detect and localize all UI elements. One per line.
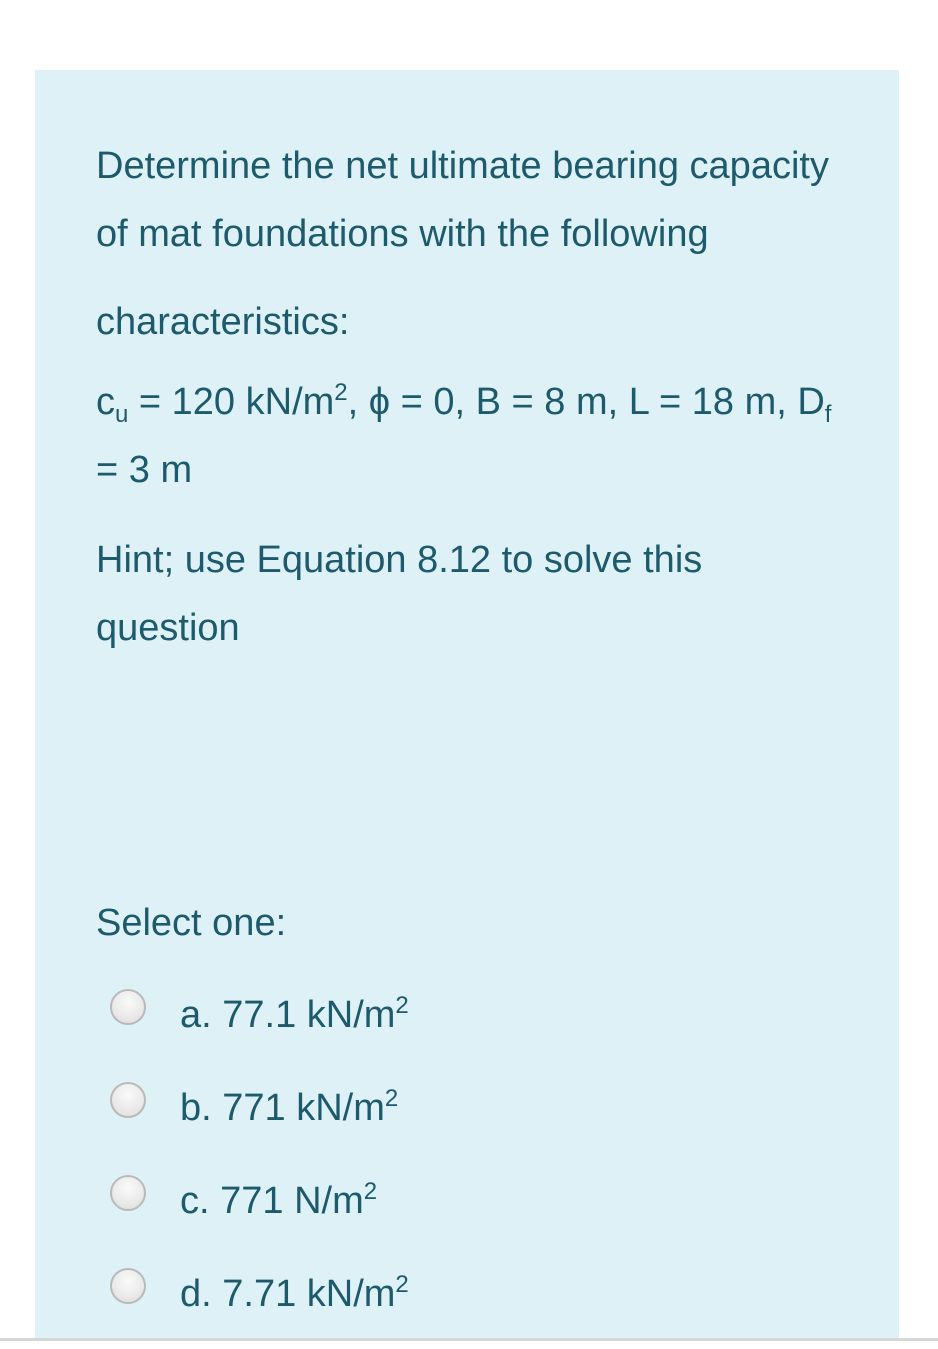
question-intro: Determine the net ultimate bearing capacity of mat foundations with the following: [96, 145, 829, 255]
option-b-text: b. 771 kN/m: [180, 1086, 385, 1129]
hint-text: Hint; use Equation 8.12 to solve this question: [96, 539, 703, 649]
cu-value: = 120 kN/m: [128, 381, 335, 423]
other-values: , ϕ = 0, B = 8 m, L = 18 m, D: [347, 381, 825, 423]
cu-subscript: u: [115, 401, 129, 428]
radio-button-a[interactable]: [110, 989, 146, 1025]
option-a-label[interactable]: [180, 990, 409, 1040]
option-d-label[interactable]: [180, 1269, 409, 1319]
option-d[interactable]: [110, 1247, 870, 1340]
option-b-label[interactable]: [180, 1083, 398, 1133]
answer-options: [110, 968, 870, 1340]
question-card: [35, 70, 899, 1338]
option-d-superscript: 2: [395, 1270, 409, 1298]
given-values: [96, 368, 856, 504]
question-text: [96, 132, 856, 662]
radio-button-d[interactable]: [110, 1268, 146, 1304]
option-c-text: c. 771 N/m: [180, 1179, 364, 1222]
option-c-label[interactable]: [180, 1176, 377, 1226]
df-value: = 3 m: [96, 449, 193, 491]
radio-button-b[interactable]: [110, 1082, 146, 1118]
option-c[interactable]: [110, 1154, 870, 1247]
option-b-superscript: 2: [384, 1084, 399, 1112]
cu-symbol: c: [96, 381, 115, 423]
option-b[interactable]: [110, 1061, 870, 1154]
cu-superscript: 2: [334, 379, 348, 406]
option-d-text: d. 7.71 kN/m: [180, 1272, 396, 1315]
option-a-superscript: 2: [395, 991, 409, 1019]
select-one-label: Select one:: [96, 902, 287, 944]
option-c-superscript: 2: [363, 1177, 378, 1205]
radio-button-c[interactable]: [110, 1175, 146, 1211]
option-a[interactable]: [110, 968, 870, 1061]
bottom-divider: [0, 1338, 938, 1341]
df-subscript: f: [824, 401, 832, 428]
option-a-text: a. 77.1 kN/m: [180, 993, 396, 1036]
characteristics-label: characteristics:: [96, 301, 350, 343]
